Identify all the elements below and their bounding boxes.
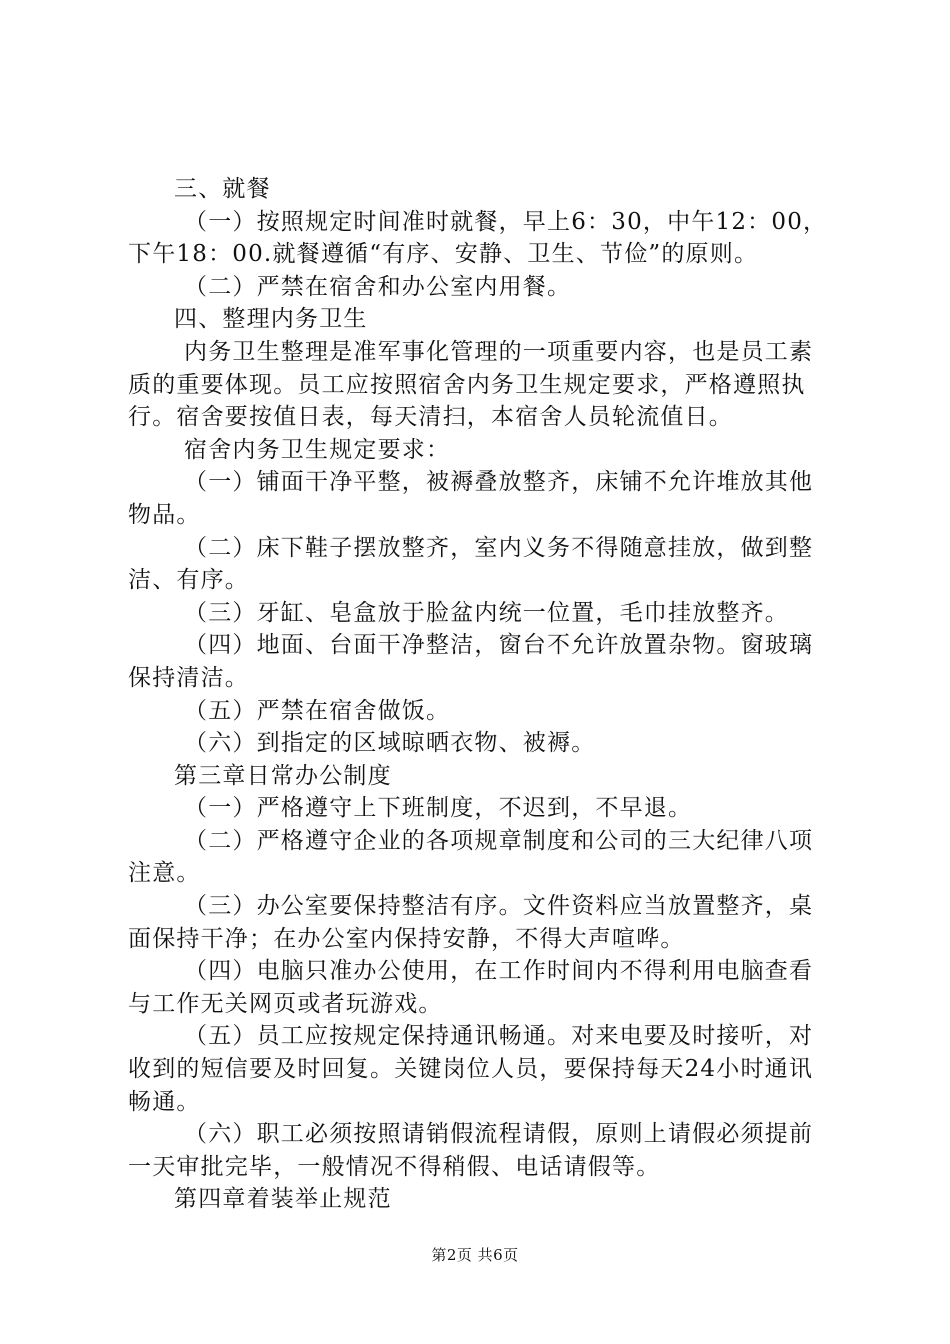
paragraph-dorm-rule-3: （三）牙缸、皂盒放于脸盆内统一位置，毛巾挂放整齐。 [184, 599, 789, 626]
paragraph-housekeeping-intro: 内务卫生整理是准军事化管理的一项重要内容，也是员工素质的重要体现。员工应按照宿舍内务卫生规定要求，严格遵照执行。宿舍要按值日表，每天清扫，本宿舍人员轮流值日。 [128, 338, 814, 431]
paragraph-office-rule-5: （五）员工应按规定保持通讯畅通。对来电要及时接听，对收到的短信要及时回复。关键岗位人员，要保持每天24小时通讯畅通。 [128, 1023, 814, 1115]
paragraph-dorm-rule-5: （五）严禁在宿舍做饭。 [184, 697, 451, 724]
paragraph-office-rule-6: （六）职工必须按照请销假流程请假，原则上请假必须提前一天审批完毕，一般情况不得稍假、电话请假等。 [128, 1121, 814, 1180]
paragraph-dorm-rule-2: （二）床下鞋子摆放整齐，室内义务不得随意挂放，做到整洁、有序。 [128, 534, 814, 594]
page-number-footer: 第2页 共6页 [431, 1246, 519, 1264]
paragraph-office-rule-3: （三）办公室要保持整洁有序。文件资料应当放置整齐，桌面保持干净；在办公室内保持安静，不得大声喧哗。 [128, 893, 814, 952]
section-heading-dining: 三、就餐 [174, 176, 271, 202]
document-body [128, 173, 833, 1216]
chapter-heading-dress: 第四章着装举止规范 [174, 1186, 392, 1213]
paragraph-office-rule-1: （一）严格遵守上下班制度，不迟到，不早退。 [184, 795, 693, 822]
section-heading-housekeeping: 四、整理内务卫生 [174, 306, 368, 333]
paragraph-office-rule-4: （四）电脑只准办公使用，在工作时间内不得利用电脑查看与工作无关网页或者玩游戏。 [128, 958, 814, 1017]
paragraph-dorm-rules-heading: 宿舍内务卫生规定要求： [184, 436, 451, 463]
paragraph-dining-prohibition: （二）严禁在宿舍和办公室内用餐。 [184, 273, 572, 300]
paragraph-dorm-rule-1: （一）铺面干净平整，被褥叠放整齐，床铺不允许堆放其他物品。 [128, 469, 814, 528]
paragraph-dorm-rule-6: （六）到指定的区域晾晒衣物、被褥。 [184, 730, 596, 757]
paragraph-dining-times: （一）按照规定时间准时就餐，早上6：30，中午12：00，下午18：00.就餐遵循“有序、安静、卫生、节俭”的原则。 [128, 208, 828, 268]
paragraph-office-rule-2: （二）严格遵守企业的各项规章制度和公司的三大纪律八项注意。 [128, 827, 814, 887]
chapter-heading-office: 第三章日常办公制度 [174, 762, 392, 789]
paragraph-dorm-rule-4: （四）地面、台面干净整洁，窗台不允许放置杂物。窗玻璃保持清洁。 [128, 632, 814, 691]
